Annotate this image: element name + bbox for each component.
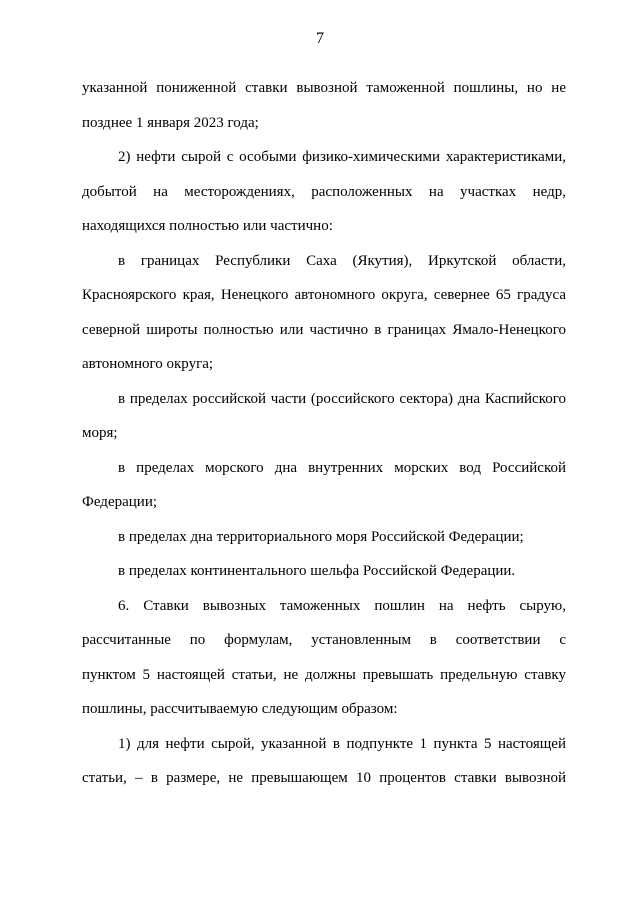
text-line: Федерации; (82, 494, 158, 510)
text-line: указанной пониженной ставки вывозной таможенной пошлины, но не (82, 80, 566, 96)
text-line: 2) нефти сырой с особыми физико-химическими характеристиками, (118, 149, 566, 165)
text-line: пунктом 5 настоящей статьи, не должны превышать предельную ставку (82, 666, 566, 683)
text-line: в пределах российской части (российского сектора) дна Каспийского (118, 390, 566, 407)
text-line: моря; (82, 425, 118, 441)
text-line: находящихся полностью или частично: (82, 218, 333, 234)
text-line: Красноярского края, Ненецкого автономного округа, севернее 65 градуса (82, 287, 566, 303)
text-line: в границах Республики Саха (Якутия), Иркутской области, (118, 252, 566, 269)
text-line: пошлины, рассчитываемую следующим образом: (82, 701, 398, 717)
text-line: 1) для нефти сырой, указанной в подпункте 1 пункта 5 настоящей (118, 735, 566, 752)
document-body (82, 71, 566, 796)
text-line: в пределах дна территориального моря Российской Федерации; (118, 528, 524, 545)
text-line: статьи, – в размере, не превышающем 10 процентов ставки вывозной (82, 770, 566, 786)
page-number: 7 (316, 30, 324, 47)
text-line: рассчитанные по формулам, установленным в соответствии с (82, 632, 566, 648)
text-line: 6. Ставки вывозных таможенных пошлин на нефть сырую, (118, 597, 566, 614)
text-line: северной широты полностью или частично в границах Ямало-Ненецкого (82, 321, 566, 338)
text-line: добытой на месторождениях, расположенных на участках недр, (82, 183, 566, 200)
text-line: в пределах континентального шельфа Российской Федерации. (118, 563, 516, 579)
text-line: позднее 1 января 2023 года; (82, 114, 259, 131)
text-line: в пределах морского дна внутренних морских вод Российской (118, 459, 566, 476)
text-line: автономного округа; (82, 356, 214, 372)
